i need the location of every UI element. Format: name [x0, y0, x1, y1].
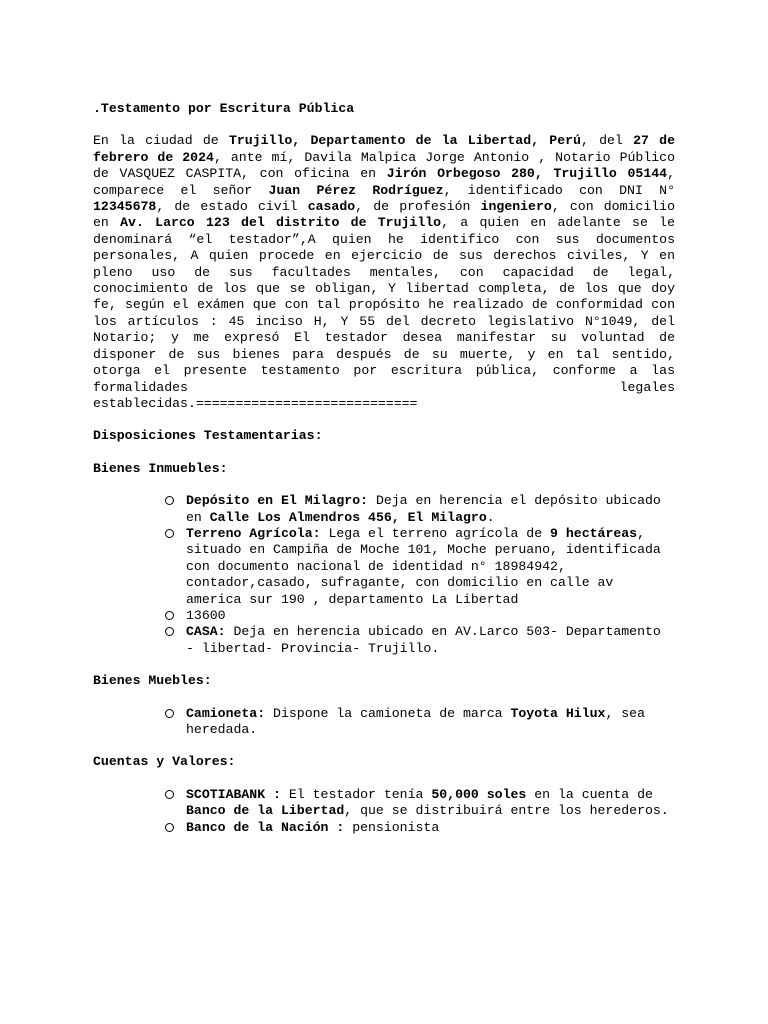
bold-text-run: Banco de la Libertad — [186, 803, 345, 819]
cuentas-valores-list — [93, 787, 675, 836]
text-run: , con domicilio en — [93, 199, 675, 231]
bold-text-run: CASA: — [186, 624, 226, 640]
bienes-muebles-list — [93, 706, 675, 739]
circle-bullet-icon — [165, 790, 174, 799]
bold-text-run: Av. Larco 123 del distrito de Trujillo — [120, 215, 442, 231]
text-run: , ante mí, Davila Malpica Jorge Antonio , Notario Público de VASQUEZ CASPITA, con oficina en — [93, 149, 675, 182]
circle-bullet-icon — [165, 496, 174, 505]
text-run: Lega el terreno agrícola de — [320, 525, 551, 541]
bienes-inmuebles-heading: Bienes Inmuebles: — [93, 460, 228, 476]
circle-bullet-icon — [165, 823, 174, 832]
text-run: , situado en Campiña de Moche 101, Moche peruano, identificada con documento nacional de identidad n° 18984942, contador,casado, sufragante, con domicilio en calle av america sur 190 , departamento La Libertad — [186, 525, 661, 607]
text-run: El testador tenía — [280, 786, 432, 802]
intro-text — [93, 133, 675, 396]
bold-text-run: casado — [307, 199, 356, 215]
bold-text-run: Calle Los Almendros 456, El Milagro — [209, 509, 487, 525]
bold-text-run: SCOTIABANK : — [186, 786, 281, 802]
text-run: en la cuenta de — [526, 786, 653, 802]
circle-bullet-icon — [165, 709, 174, 718]
list-item — [93, 608, 675, 624]
text-run: . — [486, 509, 495, 525]
text-run: , sea heredada. — [186, 705, 646, 737]
bold-text-run: 50,000 soles — [431, 786, 527, 802]
bold-text-run: Jirón Orbegoso 280, Trujillo 05144 — [386, 166, 668, 182]
list-item — [93, 820, 675, 836]
bienes-muebles-heading: Bienes Muebles: — [93, 673, 212, 689]
disposiciones-heading: Disposiciones Testamentarias: — [93, 428, 323, 444]
text-run: Deja en herencia el depósito ubicado en — [186, 493, 661, 525]
text-run: , del — [580, 133, 634, 149]
circle-bullet-icon — [165, 611, 174, 620]
text-run: , de estado civil — [156, 199, 308, 215]
bold-text-run: Toyota Hilux — [510, 705, 606, 721]
list-item — [93, 787, 675, 820]
text-run: , a quien en adelante se le denominará “el testador”,A quien he identifico con sus documentos personales, A quien procede en ejercicio de sus derechos civiles, Y en pleno uso de sus facultades mentales, con capacidad de legal, conocimiento de los que se obligan, Y libertad completa, de los que doy fe, según el exámen que con tal propósito he realizado de conformidad con los artículos : 45 inciso H, Y 55 del decreto legislativo N°1049, del Notario; y me expresó El testador desea manifestar su voluntad de disponer de sus bienes para después de su muerte, y en tal sentido, otorga el presente testamento por escritura pública, conforme a las formalidades legales — [93, 215, 675, 395]
list-item — [93, 624, 675, 657]
bold-text-run: Banco de la Nación : — [186, 819, 345, 835]
bold-text-run: Juan Pérez Rodríguez — [268, 182, 444, 198]
text-run: , comparece el señor — [93, 166, 675, 198]
bold-text-run: 9 hectáreas — [550, 525, 638, 541]
bold-text-run: 12345678 — [93, 199, 157, 215]
list-item — [93, 526, 675, 608]
bold-text-run: Terreno Agrícola: — [186, 525, 321, 541]
text-run: , identificado con DNI N° — [443, 182, 675, 198]
document-title: .Testamento por Escritura Pública — [93, 101, 355, 116]
text-run: Dispone la camioneta de marca — [265, 705, 511, 721]
circle-bullet-icon — [165, 627, 174, 636]
bold-text-run: ingeniero — [480, 199, 552, 215]
list-item — [93, 706, 675, 739]
text-run: , de profesión — [355, 199, 481, 215]
bold-text-run: Depósito en El Milagro: — [186, 493, 369, 509]
text-run: En la ciudad de — [93, 133, 229, 149]
bienes-inmuebles-list — [93, 493, 675, 657]
cuentas-valores-heading: Cuentas y Valores: — [93, 754, 236, 770]
bold-text-run: 27 de febrero de 2024 — [93, 133, 675, 165]
bold-text-run: Trujillo, Departamento de la Libertad, Perú — [228, 133, 581, 149]
intro-paragraph — [93, 133, 675, 412]
intro-ending: establecidas.============================ — [93, 395, 418, 411]
text-run: pensionista — [344, 819, 440, 835]
text-run: 13600 — [186, 607, 226, 623]
document-body — [93, 101, 675, 836]
text-run: , que se distribuirá entre los herederos. — [344, 803, 669, 819]
list-item — [93, 493, 675, 526]
bold-text-run: Camioneta: — [186, 705, 266, 721]
circle-bullet-icon — [165, 529, 174, 538]
text-run: Deja en herencia ubicado en AV.Larco 503- Departamento - libertad- Provincia- Trujillo. — [186, 624, 661, 656]
